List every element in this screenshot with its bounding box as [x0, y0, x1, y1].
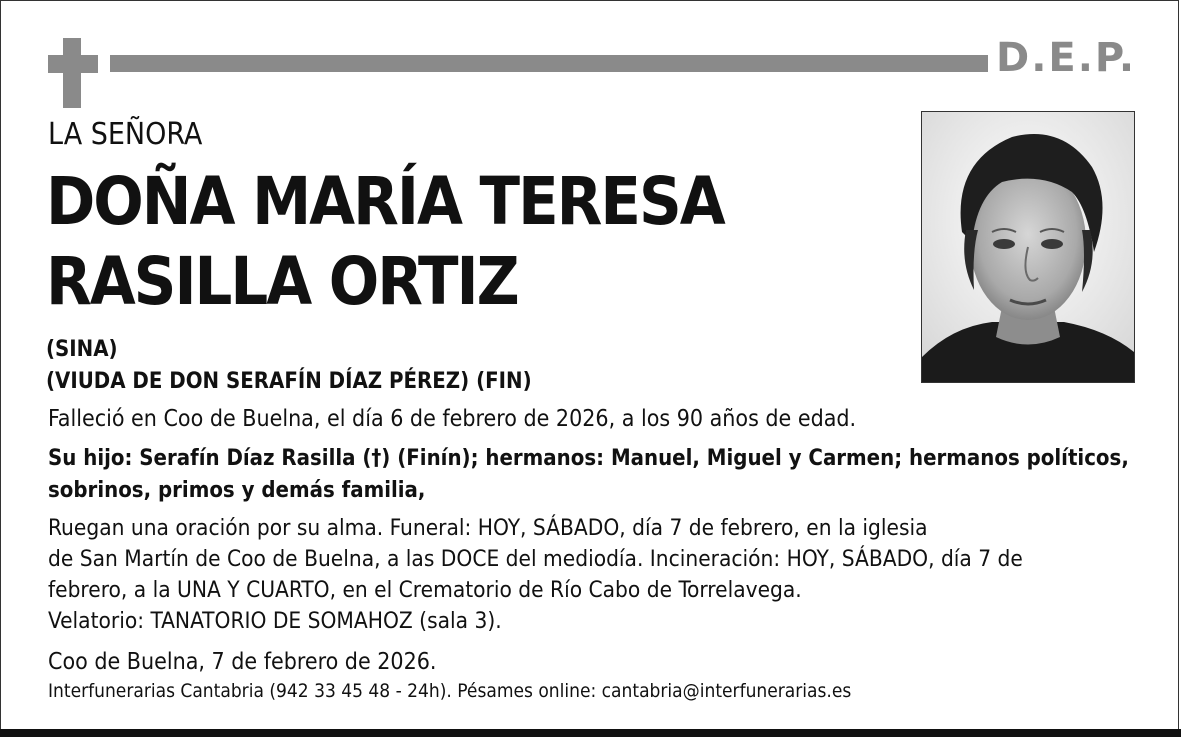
death-statement: Falleció en Coo de Buelna, el día 6 de febrero de 2026, a los 90 años de edad.: [48, 406, 857, 432]
family-list: [48, 443, 1129, 507]
funeral-details: [48, 513, 1023, 637]
contact-info: Interfunerarias Cantabria (942 33 45 48 - 24h). Pésames online: cantabria@interfunerarias.es: [48, 680, 852, 702]
nickname-block: [46, 334, 532, 398]
widow-of: (VIUDA DE DON SERAFÍN DÍAZ PÉREZ) (FIN): [46, 369, 532, 394]
deceased-name: [46, 162, 724, 322]
family-line-1: Su hijo: Serafín Díaz Rasilla (†) (Finín); hermanos: Manuel, Miguel y Carmen; hermanos políticos,: [48, 446, 1129, 471]
funeral-line-4: Velatorio: TANATORIO DE SOMAHOZ (sala 3).: [48, 608, 502, 634]
dep-label: D.E.P.: [996, 35, 1137, 81]
place-date: Coo de Buelna, 7 de febrero de 2026.: [48, 649, 437, 675]
cross-icon: [48, 38, 98, 108]
portrait-photo: [921, 111, 1135, 383]
nickname: (SINA): [46, 337, 118, 362]
funeral-line-3: febrero, a la UNA Y CUARTO, en el Crematorio de Río Cabo de Torrelavega.: [48, 577, 802, 603]
bottom-rule: [0, 729, 1181, 737]
honorific: LA SEÑORA: [48, 117, 203, 152]
family-line-2: sobrinos, primos y demás familia,: [48, 478, 426, 503]
name-line-2: RASILLA ORTIZ: [46, 243, 518, 320]
name-line-1: DOÑA MARÍA TERESA: [46, 163, 724, 240]
header-rule: [110, 55, 988, 72]
funeral-line-2: de San Martín de Coo de Buelna, a las DOCE del mediodía. Incineración: HOY, SÁBADO, día 7 de: [48, 546, 1023, 572]
funeral-line-1: Ruegan una oración por su alma. Funeral: HOY, SÁBADO, día 7 de febrero, en la iglesia: [48, 515, 928, 541]
